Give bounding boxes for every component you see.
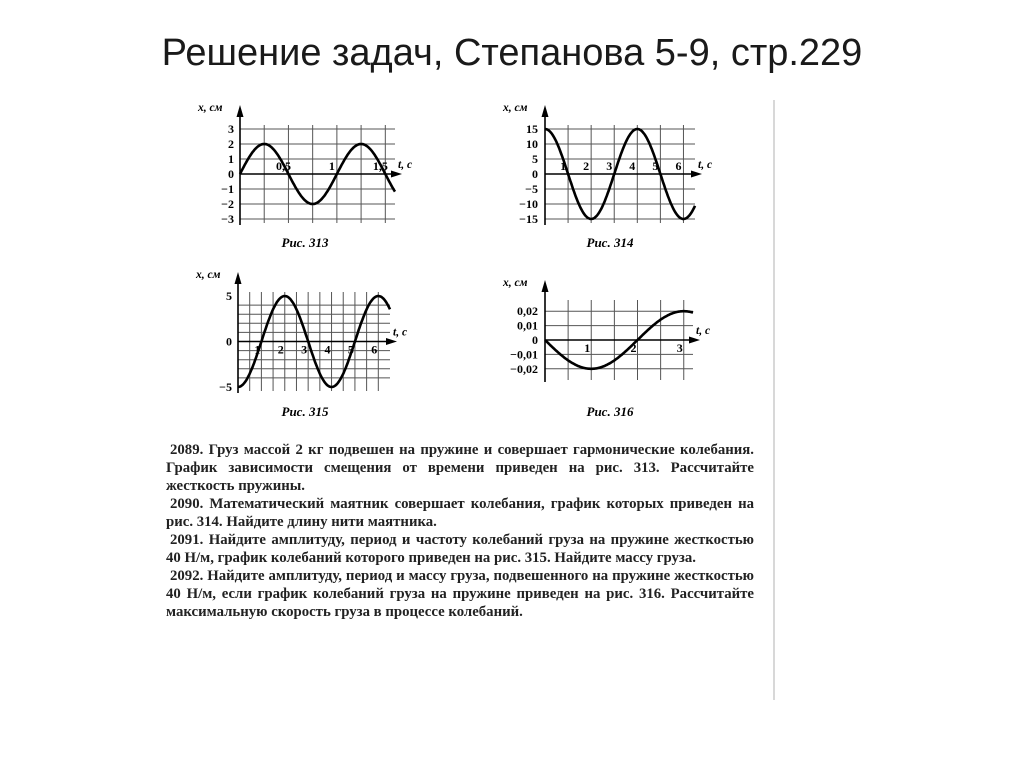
y-axis-label: x, см [503,277,528,289]
y-tick-label: 0,02 [517,304,538,319]
problem-2089 [166,441,754,495]
y-axis-arrow [542,105,549,117]
problems-text [166,441,754,621]
x-axis-arrow [391,171,402,178]
x-tick-label: 1 [560,159,567,173]
problem-number: 2089. [170,442,204,458]
x-axis-arrow [689,337,700,344]
y-tick-label: 15 [526,122,538,136]
problem-2090 [166,495,754,531]
problem-text: Математический маятник совершает колебания, график которых приведен на рис. 314. Найдите длину нити маятника. [166,496,754,530]
y-axis-label: x, см [196,269,221,281]
x-tick-label: 1 [328,159,335,173]
slide-title: Решение задач, Степанова 5-9, стр.229 [161,32,863,74]
y-tick-label: 10 [526,137,538,151]
x-tick-label: 1 [254,342,261,357]
figure-caption: Рис. 313 [281,235,329,250]
x-tick-label: 3 [606,159,613,173]
y-tick-label: 0 [532,333,538,347]
x-axis-label: t, с [398,159,413,171]
figure-caption: Рис. 316 [586,404,634,419]
problem-2091 [166,531,754,567]
x-axis-label: t, с [696,325,711,337]
y-tick-label: −15 [519,212,538,226]
y-tick-label: 2 [228,137,234,151]
y-tick-label: −0,02 [510,361,538,376]
x-tick-label: 6 [371,342,378,357]
x-tick-label: 6 [675,159,682,173]
x-tick-label: 2 [630,341,637,355]
y-tick-label: −2 [221,197,234,211]
problem-2092 [166,567,754,621]
x-tick-label: 0,5 [275,159,291,173]
y-axis-arrow [235,272,242,284]
x-tick-label: 3 [676,341,683,355]
x-tick-label: 1 [584,341,591,355]
x-tick-label: 1,5 [372,159,388,173]
x-axis-label: t, с [393,326,408,339]
y-tick-label: 0 [226,334,232,349]
y-axis-arrow [542,280,549,292]
y-tick-label: 1 [228,152,234,166]
x-axis-label: t, с [698,159,713,171]
y-tick-label: 5 [532,152,538,166]
problem-text: Груз массой 2 кг подвешен на пружине и совершает гармонические колебания. График зависимости смещения от времени приведен на рис. 313. Рассчитайте жесткость пружины. [166,442,754,494]
x-axis-arrow [386,338,397,345]
problem-text: Найдите амплитуду, период и частоту колебаний груза на пружине жесткостью 40 Н/м, график колебаний которого приведен на рис. 315. Найдите массу груза. [166,532,754,566]
x-tick-label: 2 [583,159,590,173]
y-axis-label: x, см [198,102,223,114]
problem-number: 2091. [170,532,204,548]
y-tick-label: −5 [525,182,538,196]
problem-number: 2092. [170,568,204,584]
y-tick-label: 0 [532,167,538,181]
y-axis-arrow [237,105,244,117]
y-tick-label: 0 [228,167,234,181]
figure-caption: Рис. 315 [281,404,329,419]
y-tick-label: −5 [219,380,232,394]
figure-caption: Рис. 314 [586,235,634,250]
x-tick-label: 2 [277,342,284,357]
y-axis-label: x, см [503,102,528,114]
x-tick-label: 3 [301,342,308,357]
x-tick-label: 4 [629,159,636,173]
y-tick-label: −1 [221,182,234,196]
y-tick-label: −10 [519,197,538,211]
x-tick-label: 5 [652,159,659,173]
y-tick-label: −0,01 [510,347,538,362]
x-tick-label: 5 [347,342,354,357]
problem-text: Найдите амплитуду, период и массу груза, подвешенного на пружине жесткостью 40 Н/м, если график колебаний груза на пружине приведен на рис. 316. Рассчитайте максимальную скорость груза в процессе колебаний. [166,568,754,620]
y-tick-label: 0,01 [517,318,538,333]
y-tick-label: −3 [221,212,234,226]
problem-number: 2090. [170,496,204,512]
x-tick-label: 4 [324,342,331,357]
y-tick-label: 5 [226,289,232,303]
y-tick-label: 3 [228,122,234,136]
x-axis-arrow [691,171,702,178]
